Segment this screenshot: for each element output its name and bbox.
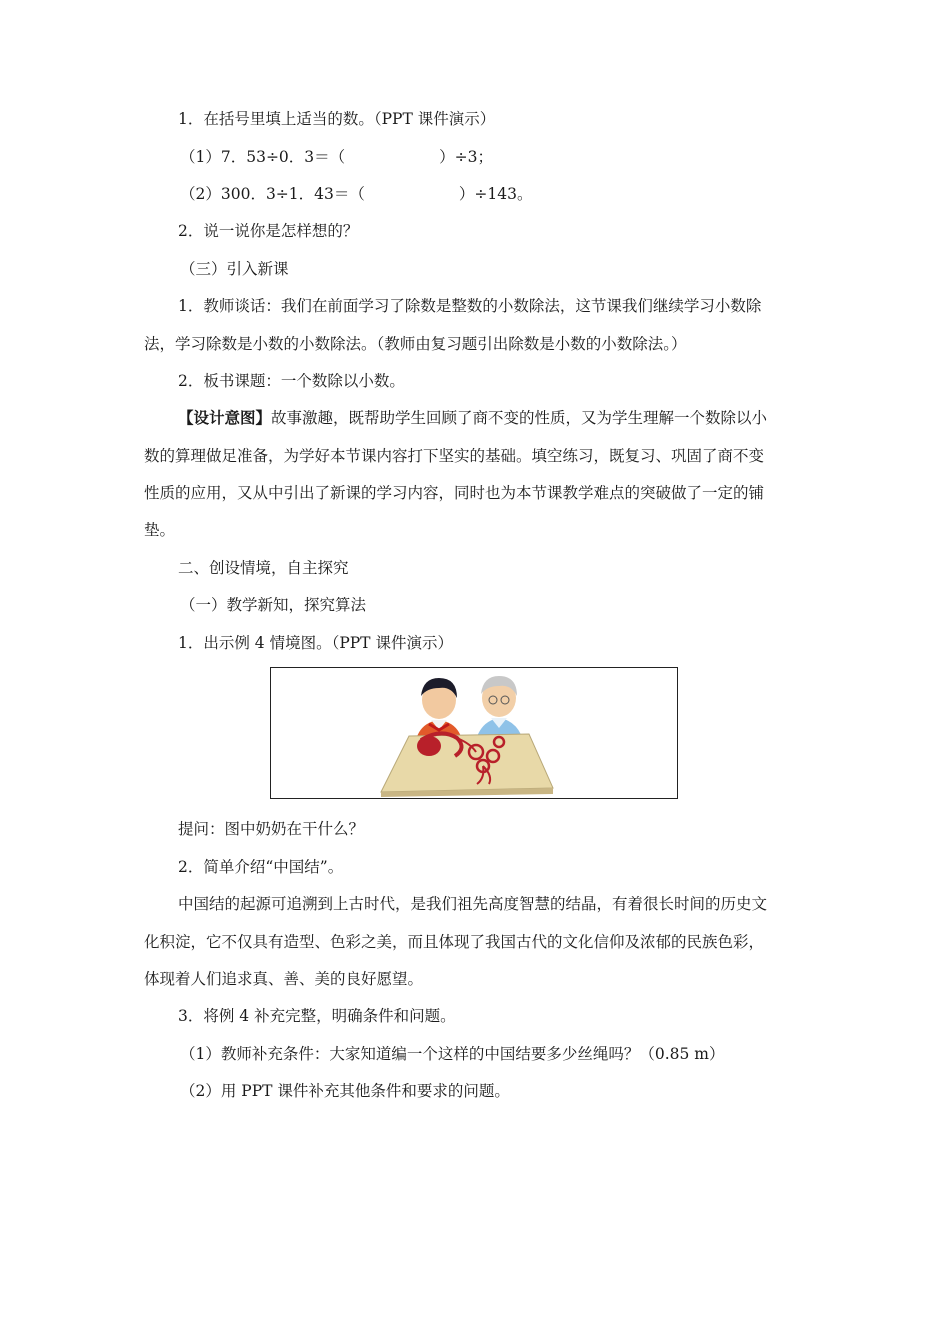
- text-line: （2）用 PPT 课件补充其他条件和要求的问题。: [180, 1082, 510, 1100]
- chinese-knot-illustration: [271, 668, 676, 797]
- exercise-1-left: （1）7．53÷0．3＝（: [180, 148, 346, 166]
- text-line: 性质的应用，又从中引出了新课的学习内容，同时也为本节课教学难点的突破做了一定的铺: [144, 484, 765, 502]
- text-line: 数的算理做足准备，为学好本节课内容打下坚实的基础。填空练习，既复习、巩固了商不变: [144, 447, 765, 465]
- text-line: （1）教师补充条件：大家知道编一个这样的中国结要多少丝绳吗？（0.85 m）: [180, 1045, 725, 1063]
- exercise-2-right: ）÷143。: [458, 185, 533, 203]
- exercise-2-left: （2）300．3÷1．43＝（: [180, 185, 365, 203]
- text-line: 中国结的起源可追溯到上古时代，是我们祖先高度智慧的结晶，有着很长时间的历史文: [178, 895, 768, 913]
- text-line: 化积淀，它不仅具有造型、色彩之美，而且体现了我国古代的文化信仰及浓郁的民族色彩，: [144, 933, 765, 951]
- scene-illustration: [270, 667, 678, 799]
- exercise-1-right: ）÷3；: [439, 148, 494, 166]
- design-intent-label: 【设计意图】: [178, 408, 272, 427]
- text-line: 2．板书课题：一个数除以小数。: [178, 372, 405, 390]
- text-line: 2．简单介绍“中国结”。: [178, 858, 344, 876]
- text-line: 垫。: [144, 521, 176, 539]
- text-line: 2．说一说你是怎样想的？: [178, 222, 359, 240]
- text-line: 1．教师谈话：我们在前面学习了除数是整数的小数除法，这节课我们继续学习小数除: [178, 297, 762, 315]
- question-line: 提问：图中奶奶在干什么？: [178, 820, 365, 838]
- text-line: 体现着人们追求真、善、美的良好愿望。: [144, 970, 424, 988]
- exercise-line-2: [180, 184, 532, 204]
- section-heading: 二、创设情境，自主探究: [178, 559, 349, 577]
- text-line: 1．在括号里填上适当的数。（PPT 课件演示）: [178, 110, 496, 128]
- section-heading: （三）引入新课: [180, 260, 289, 278]
- exercise-line-1: [180, 147, 493, 167]
- section-heading: （一）教学新知，探究算法: [180, 596, 367, 614]
- text-line: 1．出示例 4 情境图。（PPT 课件演示）: [178, 634, 453, 652]
- text-line: 法，学习除数是小数的小数除法。（教师由复习题引出除数是小数的小数除法。）: [144, 335, 687, 353]
- design-intent-text: 故事激趣，既帮助学生回顾了商不变的性质，又为学生理解一个数除以小: [271, 409, 768, 427]
- text-line: 3．将例 4 补充完整，明确条件和问题。: [178, 1007, 456, 1025]
- design-intent-line: [178, 408, 767, 428]
